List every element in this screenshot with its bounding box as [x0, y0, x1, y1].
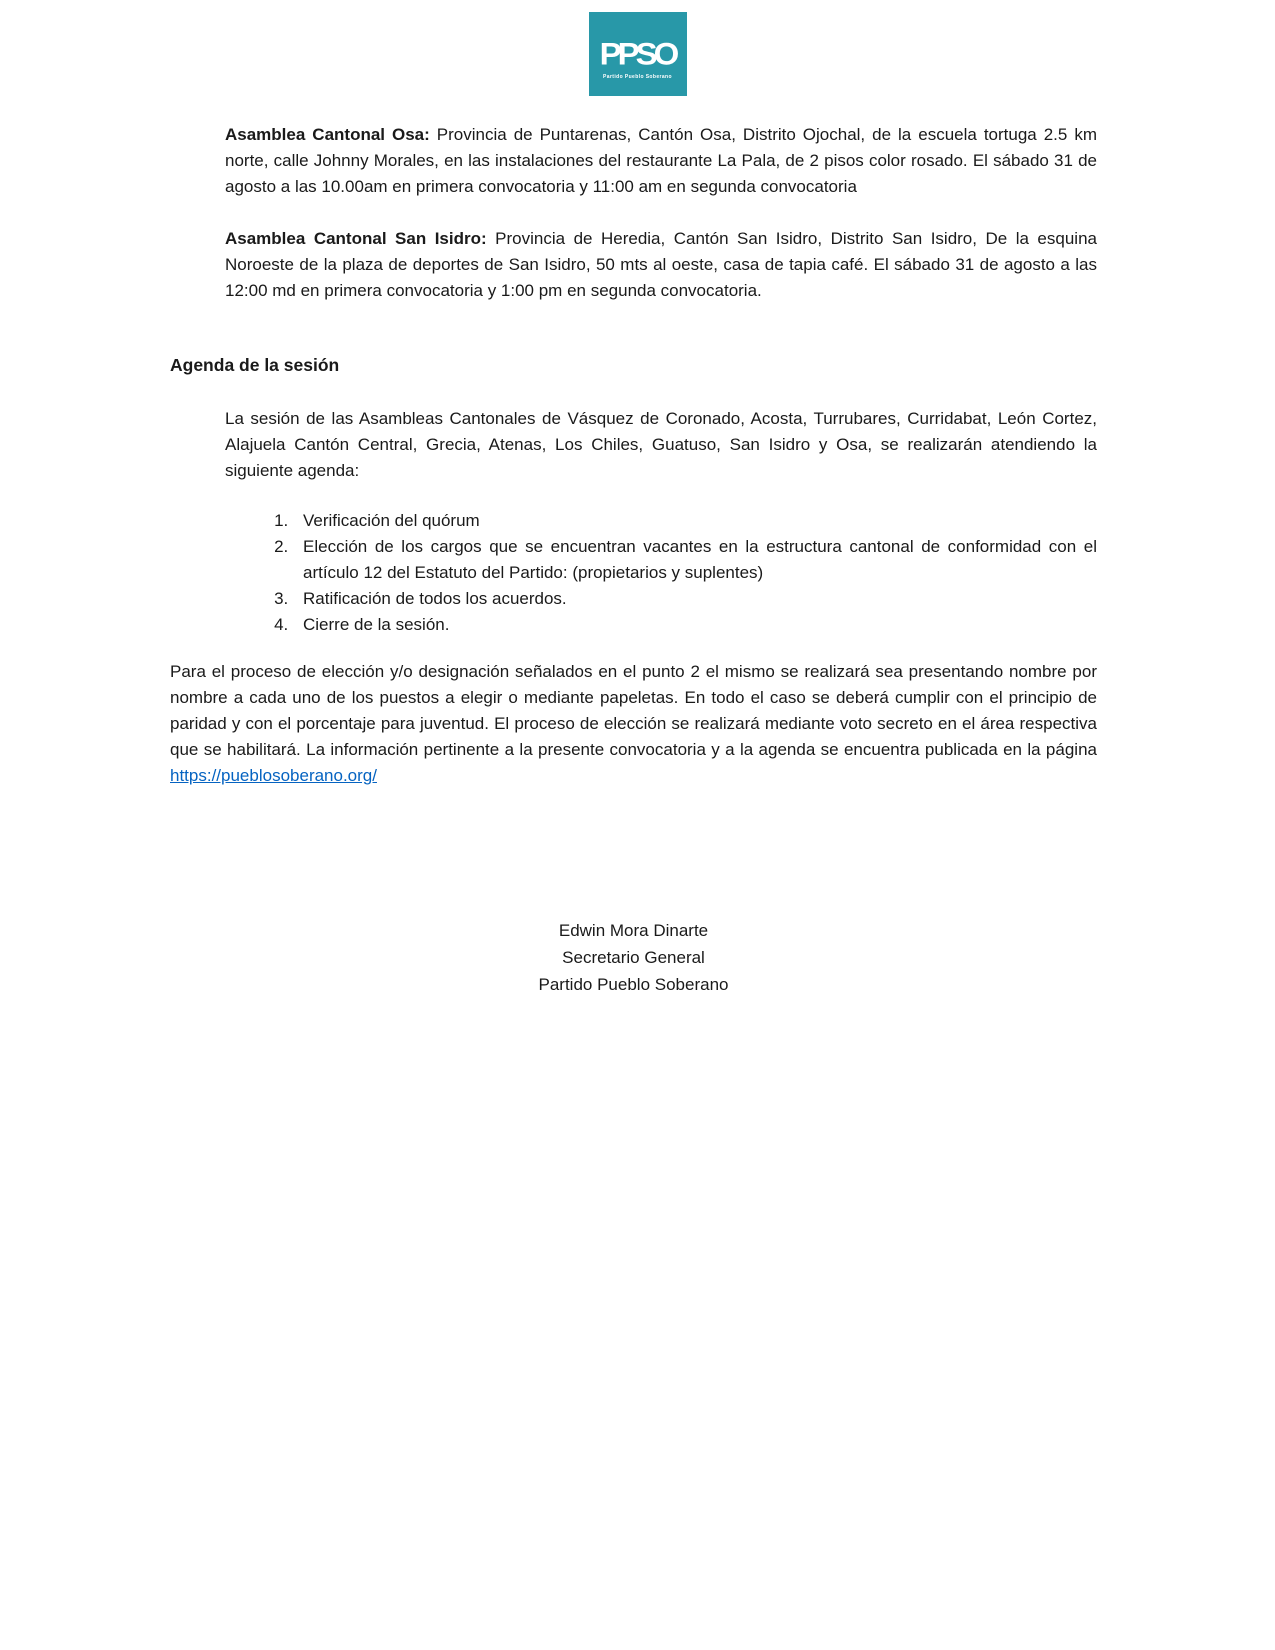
pueblosoberano-link[interactable]: https://pueblosoberano.org/	[170, 766, 377, 785]
document-content	[0, 122, 1275, 998]
process-text: Para el proceso de elección y/o designación señalados en el punto 2 el mismo se realizará sea presentando nombre por nombre a cada uno de los puestos a elegir o mediante papeletas. En todo el caso se deberá cumplir con el principio de paridad y con el porcentaje para juventud. El proceso de elección se realizará mediante voto secreto en el área respectiva que se habilitará. La información pertinente a la presente convocatoria y a la agenda se encuentra publicada en la página	[170, 662, 1097, 759]
logo-subtitle-text: Partido Pueblo Soberano	[603, 73, 672, 80]
paragraph-agenda-intro: La sesión de las Asambleas Cantonales de Vásquez de Coronado, Acosta, Turrubares, Curridabat, León Cortez, Alajuela Cantón Central, Grecia, Atenas, Los Chiles, Guatuso, San Isidro y Osa, se realizarán atendiendo la siguiente agenda:	[225, 409, 1097, 480]
asamblea-san-isidro-text: Provincia de Heredia, Cantón San Isidro, Distrito San Isidro, De la esquina Noroeste de la plaza de deportes de San Isidro, 50 mts al oeste, casa de tapia café. El sábado 31 de agosto a las 12:00 md en primera convocatoria y 1:00 pm en segunda convocatoria.	[225, 229, 1097, 300]
party-logo	[589, 12, 687, 96]
agenda-heading: Agenda de la sesión	[170, 355, 340, 375]
agenda-item-2: 2. Elección de los cargos que se encuentran vacantes en la estructura cantonal de conformidad con el artículo 12 del Estatuto del Partido: (propietarios y suplentes)	[293, 534, 1097, 586]
logo-acronym-text: PPSO	[599, 35, 676, 71]
signature-block	[170, 917, 1097, 998]
asamblea-osa-label: Asamblea Cantonal Osa:	[225, 125, 430, 144]
paragraph-asamblea-san-isidro	[225, 226, 1097, 304]
agenda-item-3: 3. Ratificación de todos los acuerdos.	[293, 586, 1097, 612]
signature-name: Edwin Mora Dinarte	[558, 921, 709, 940]
agenda-item-1: 1. Verificación del quórum	[293, 508, 1097, 534]
asamblea-san-isidro-label: Asamblea Cantonal San Isidro:	[225, 229, 487, 248]
agenda-item-4: 4. Cierre de la sesión.	[293, 612, 1097, 638]
signature-organization: Partido Pueblo Soberano	[538, 975, 729, 994]
asamblea-osa-text: Provincia de Puntarenas, Cantón Osa, Distrito Ojochal, de la escuela tortuga 2.5 km norte, calle Johnny Morales, en las instalaciones del restaurante La Pala, de 2 pisos color rosado. El sábado 31 de agosto a las 10.00am en primera convocatoria y 11:00 am en segunda convocatoria	[225, 125, 1098, 196]
signature-title: Secretario General	[562, 948, 705, 967]
agenda-list	[225, 508, 1097, 638]
paragraph-process	[170, 659, 1097, 789]
paragraph-asamblea-osa	[225, 122, 1097, 200]
